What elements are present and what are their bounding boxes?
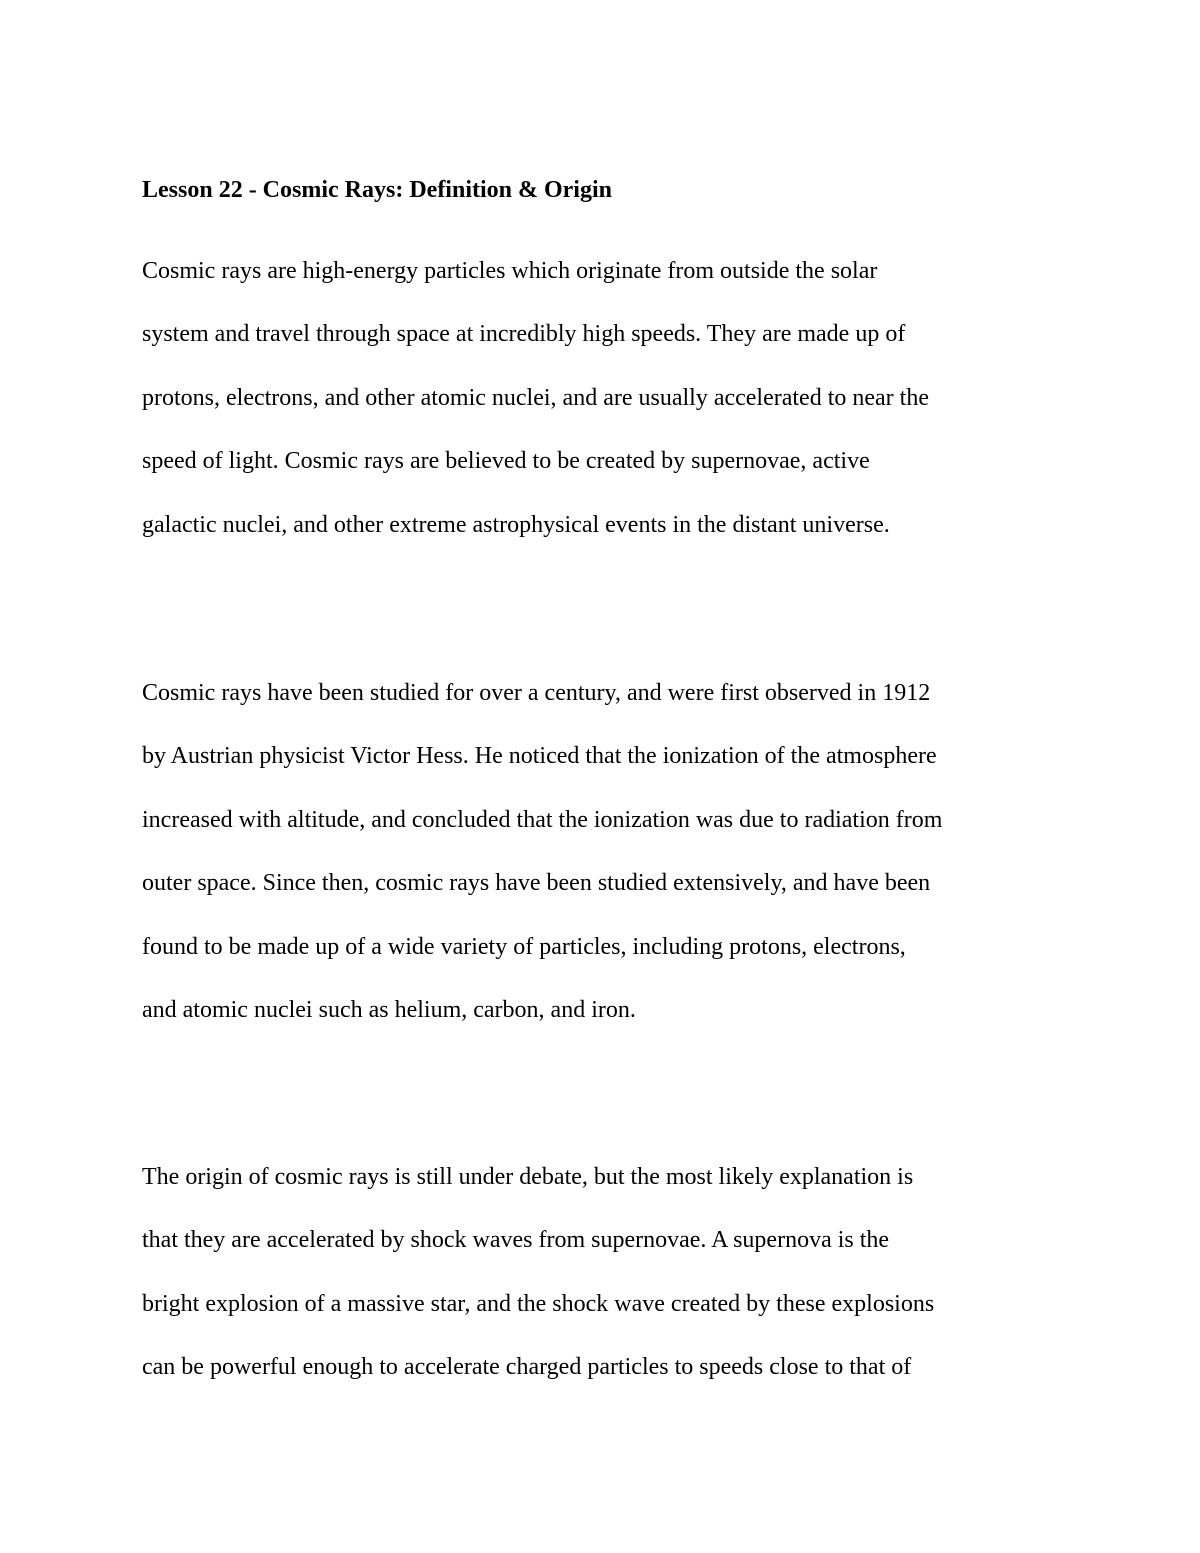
text-line: The origin of cosmic rays is still under debate, but the most likely explanation is <box>142 1164 914 1190</box>
paragraph-origin <box>142 1146 934 1400</box>
text-line: increased with altitude, and concluded that the ionization was due to radiation from <box>142 806 943 833</box>
text-line: and atomic nuclei such as helium, carbon, and iron. <box>142 996 636 1023</box>
text-line: that they are accelerated by shock waves from supernovae. A supernova is the <box>142 1227 890 1254</box>
text-line: galactic nuclei, and other extreme astrophysical events in the distant universe. <box>142 511 890 538</box>
text-line: outer space. Since then, cosmic rays have been studied extensively, and have been <box>142 870 931 897</box>
text-line: Cosmic rays have been studied for over a century, and were first observed in 1912 <box>142 680 931 706</box>
text-line: protons, electrons, and other atomic nuclei, and are usually accelerated to near the <box>142 384 929 411</box>
text-line: speed of light. Cosmic rays are believed to be created by supernovae, active <box>142 448 870 475</box>
text-line: system and travel through space at incredibly high speeds. They are made up of <box>142 321 906 348</box>
paragraph-history <box>142 662 942 1042</box>
text-line: can be powerful enough to accelerate charged particles to speeds close to that of <box>142 1354 912 1381</box>
text-line: by Austrian physicist Victor Hess. He noticed that the ionization of the atmosphere <box>142 743 937 770</box>
lesson-title: Lesson 22 - Cosmic Rays: Definition & Origin <box>142 177 612 203</box>
paragraph-definition <box>142 240 929 557</box>
text-line: Cosmic rays are high-energy particles which originate from outside the solar <box>142 258 878 284</box>
text-line: bright explosion of a massive star, and the shock wave created by these explosions <box>142 1290 935 1317</box>
text-line: found to be made up of a wide variety of particles, including protons, electrons, <box>142 933 906 960</box>
